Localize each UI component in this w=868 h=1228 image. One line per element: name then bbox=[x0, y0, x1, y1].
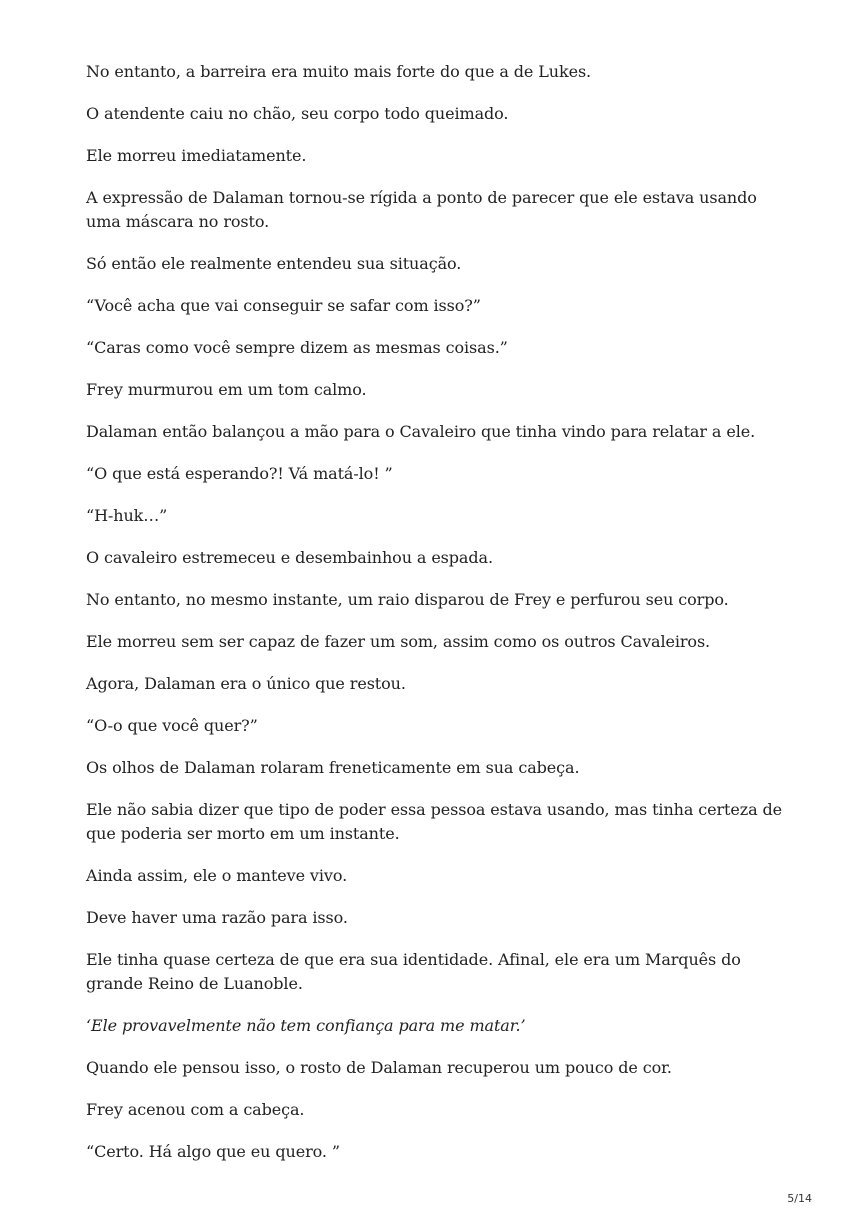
paragraph: Ainda assim, ele o manteve vivo. bbox=[86, 866, 348, 885]
paragraph: Ele tinha quase certeza de que era sua identidade. Afinal, ele era um Marquês do grande Reino de Luanoble. bbox=[86, 950, 741, 993]
paragraph: Agora, Dalaman era o único que restou. bbox=[86, 674, 406, 693]
paragraph: “Certo. Há algo que eu quero. ” bbox=[86, 1142, 340, 1161]
paragraph: Frey murmurou em um tom calmo. bbox=[86, 380, 367, 399]
paragraph: No entanto, no mesmo instante, um raio disparou de Frey e perfurou seu corpo. bbox=[86, 590, 729, 609]
paragraph: O atendente caiu no chão, seu corpo todo queimado. bbox=[86, 104, 509, 123]
paragraph: “Você acha que vai conseguir se safar com isso?” bbox=[86, 296, 481, 315]
paragraph: ‘Ele provavelmente não tem confiança para me matar.’ bbox=[86, 1016, 526, 1035]
paragraph: Deve haver uma razão para isso. bbox=[86, 908, 348, 927]
paragraph: Ele não sabia dizer que tipo de poder essa pessoa estava usando, mas tinha certeza de que poderia ser morto em um instante. bbox=[86, 800, 783, 843]
paragraph: “H-huk…” bbox=[86, 506, 168, 525]
paragraph: “O que está esperando?! Vá matá-lo! ” bbox=[86, 464, 393, 483]
paragraph: No entanto, a barreira era muito mais forte do que a de Lukes. bbox=[86, 62, 592, 81]
paragraph: Ele morreu sem ser capaz de fazer um som, assim como os outros Cavaleiros. bbox=[86, 632, 711, 651]
paragraph: “Caras como você sempre dizem as mesmas coisas.” bbox=[86, 338, 508, 357]
paragraph: Quando ele pensou isso, o rosto de Dalaman recuperou um pouco de cor. bbox=[86, 1058, 672, 1077]
paragraph: Ele morreu imediatamente. bbox=[86, 146, 307, 165]
paragraph: Só então ele realmente entendeu sua situação. bbox=[86, 254, 462, 273]
document-page bbox=[86, 60, 786, 1182]
paragraph: Frey acenou com a cabeça. bbox=[86, 1100, 305, 1119]
page-number: 5/14 bbox=[787, 1192, 812, 1205]
paragraph: O cavaleiro estremeceu e desembainhou a espada. bbox=[86, 548, 493, 567]
paragraph: “O-o que você quer?” bbox=[86, 716, 258, 735]
paragraph: A expressão de Dalaman tornou-se rígida a ponto de parecer que ele estava usando uma máscara no rosto. bbox=[86, 188, 757, 231]
paragraph: Dalaman então balançou a mão para o Cavaleiro que tinha vindo para relatar a ele. bbox=[86, 422, 756, 441]
paragraph: Os olhos de Dalaman rolaram freneticamente em sua cabeça. bbox=[86, 758, 580, 777]
